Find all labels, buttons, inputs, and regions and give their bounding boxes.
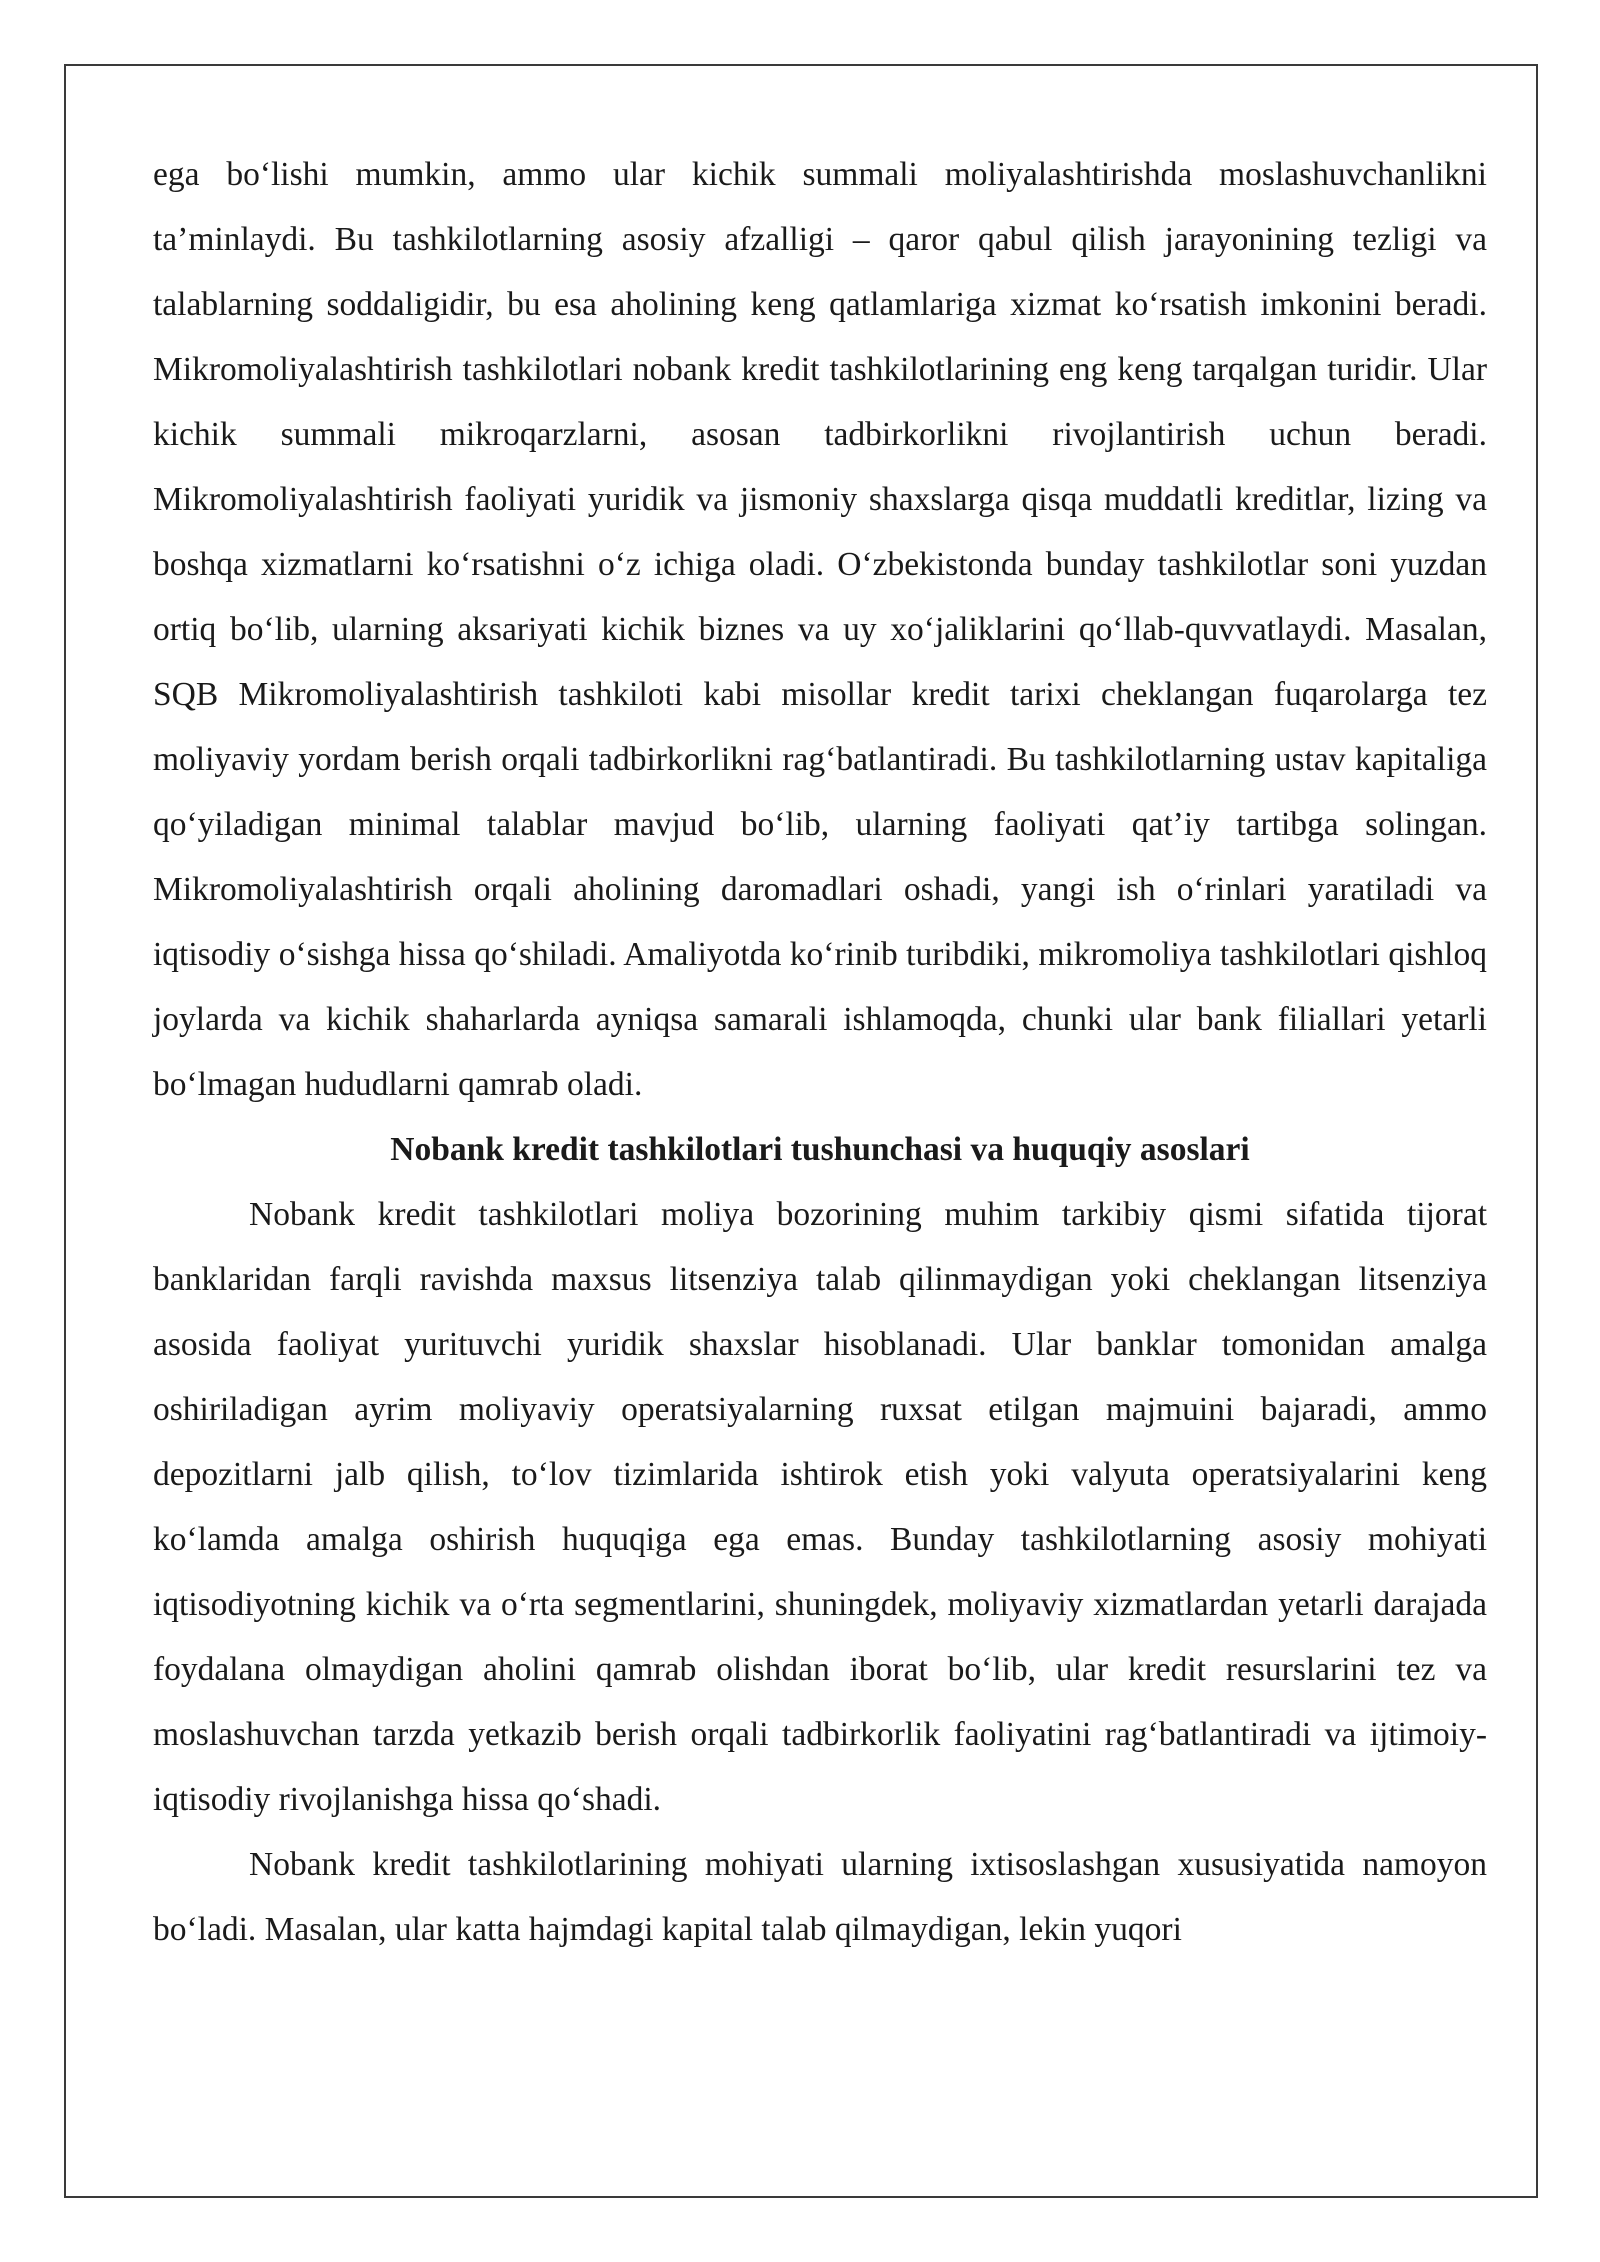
- paragraph-definition: Nobank kredit tashkilotlari moliya bozorining muhim tarkibiy qismi sifatida tijorat banklaridan farqli ravishda maxsus litsenziya talab qilinmaydigan yoki cheklangan litsenziya asosida faoliyat yurituvchi yuridik shaxslar hisoblanadi. Ular banklar tomonidan amalga oshiriladigan ayrim moliyaviy operatsiyalarning ruxsat etilgan majmuini bajaradi, ammo depozitlarni jalb qilish, to‘lov tizimlarida ishtirok etish yoki valyuta operatsiyalarini keng ko‘lamda amalga oshirish huquqiga ega emas. Bunday tashkilotlarning asosiy mohiyati iqtisodiyotning kichik va o‘rta segmentlarini, shuningdek, moliyaviy xizmatlardan yetarli darajada foydalana olmaydigan aholini qamrab olishdan iborat bo‘lib, ular kredit resurslarini tez va moslashuvchan tarzda yetkazib berish orqali tadbirkorlik faoliyatini rag‘batlantiradi va ijtimoiy-iqtisodiy rivojlanishga hissa qo‘shadi.: [153, 1196, 1487, 1818]
- section-heading: Nobank kredit tashkilotlari tushunchasi va huquqiy asoslari: [390, 1131, 1250, 1168]
- paragraph-continued: ega bo‘lishi mumkin, ammo ular kichik summali moliyalashtirishda moslashuvchanlikni ta’minlaydi. Bu tashkilotlarning asosiy afzalligi – qaror qabul qilish jarayonining tezligi va talablarning soddaligidir, bu esa aholining keng qatlamlariga xizmat ko‘rsatish imkonini beradi. Mikromoliyalashtirish tashkilotlari nobank kredit tashkilotlarining eng keng tarqalgan turidir. Ular kichik summali mikroqarzlarni, asosan tadbirkorlikni rivojlantirish uchun beradi. Mikromoliyalashtirish faoliyati yuridik va jismoniy shaxslarga qisqa muddatli kreditlar, lizing va boshqa xizmatlarni ko‘rsatishni o‘z ichiga oladi. O‘zbekistonda bunday tashkilotlar soni yuzdan ortiq bo‘lib, ularning aksariyati kichik biznes va uy xo‘jaliklarini qo‘llab-quvvatlaydi. Masalan, SQB Mikromoliyalashtirish tashkiloti kabi misollar kredit tarixi cheklangan fuqarolarga tez moliyaviy yordam berish orqali tadbirkorlikni rag‘batlantiradi. Bu tashkilotlarning ustav kapitaliga qo‘yiladigan minimal talablar mavjud bo‘lib, ularning faoliyati qat’iy tartibga solingan. Mikromoliyalashtirish orqali aholining daromadlari oshadi, yangi ish o‘rinlari yaratiladi va iqtisodiy o‘sishga hissa qo‘shiladi. Amaliyotda ko‘rinib turibdiki, mikromoliya tashkilotlari qishloq joylarda va kichik shaharlarda ayniqsa samarali ishlamoqda, chunki ular bank filiallari yetarli bo‘lmagan hududlarni qamrab oladi.: [153, 156, 1487, 1103]
- document-body: [153, 142, 1487, 1962]
- paragraph-essence: Nobank kredit tashkilotlarining mohiyati ularning ixtisoslashgan xususiyatida namoyon bo‘ladi. Masalan, ular katta hajmdagi kapital talab qilmaydigan, lekin yuqori: [153, 1846, 1487, 1948]
